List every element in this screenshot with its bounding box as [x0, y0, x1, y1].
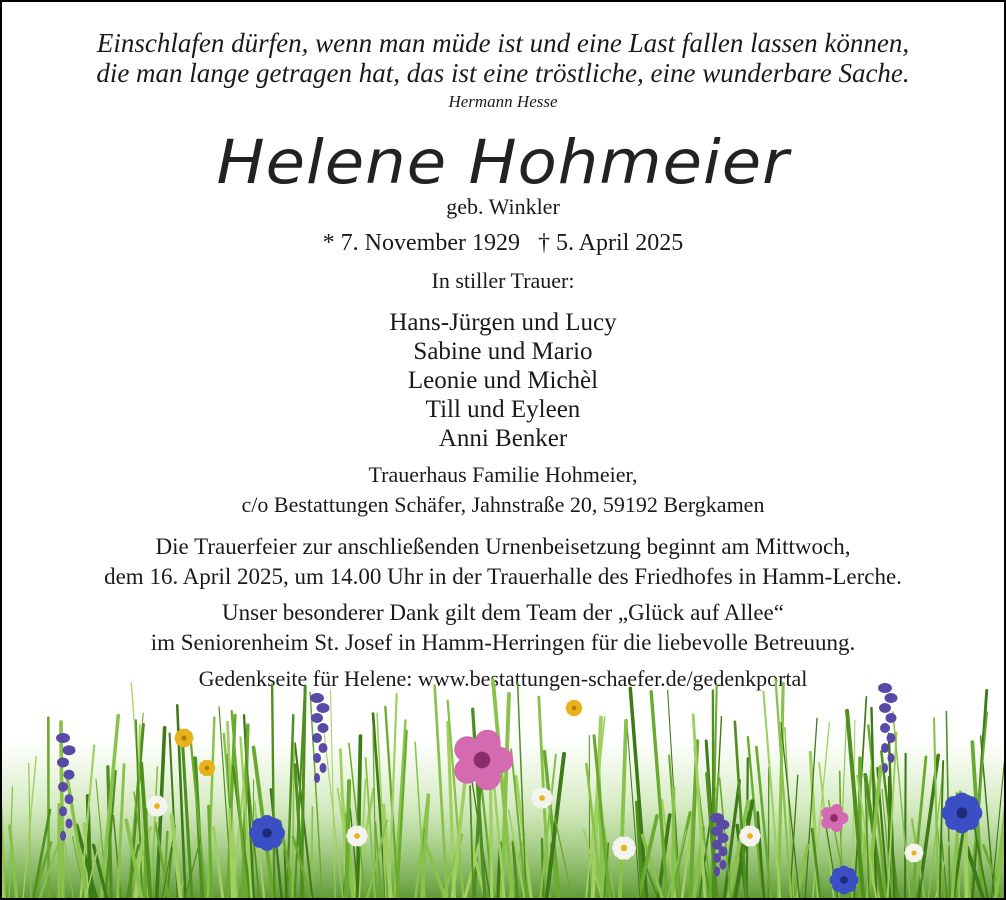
thanks-notice — [2, 598, 1004, 658]
dandelion-flower — [199, 760, 216, 776]
daisy-flower — [346, 826, 368, 847]
cornflower — [942, 793, 983, 834]
quote-line-2: die man lange getragen hat, das ist eine tröstliche, eine wunderbare Sache. — [96, 58, 910, 88]
death-date: † 5. April 2025 — [537, 230, 684, 256]
grass-blade — [966, 830, 967, 898]
mourning-address — [2, 460, 1004, 520]
birth-date: * 7. November 1929 — [322, 230, 520, 256]
mourner: Till und Eyleen — [425, 396, 581, 423]
ceremony-line-2: dem 16. April 2025, um 14.00 Uhr in der Trauerhalle des Friedhofes in Hamm-Lerche. — [104, 564, 902, 589]
dandelion-flower — [566, 700, 583, 716]
grass-blade — [673, 788, 674, 898]
ceremony-notice — [2, 532, 1004, 592]
address-line-2: c/o Bestattungen Schäfer, Jahnstraße 20, 59192 Bergkamen — [241, 492, 765, 517]
mourner: Sabine und Mario — [413, 338, 593, 365]
mourner: Hans-Jürgen und Lucy — [389, 309, 617, 336]
mourners-list — [2, 308, 1004, 453]
memorial-page-link[interactable]: Gedenkseite für Helene: www.bestattungen-schaefer.de/gedenkportal — [198, 666, 808, 691]
thanks-line-2: im Seniorenheim St. Josef in Hamm-Herringen für die liebevolle Betreuung. — [150, 630, 856, 655]
daisy-flower — [904, 844, 923, 863]
daisy-flower — [612, 836, 636, 859]
maiden-name: geb. Winkler — [446, 194, 560, 219]
dandelion-flower — [174, 729, 193, 748]
grass-blade — [491, 778, 492, 898]
quote-line-1: Einschlafen dürfen, wenn man müde ist und eine Last fallen lassen können, — [96, 28, 910, 58]
life-dates — [2, 230, 1004, 257]
cornflower — [249, 815, 285, 851]
mourner: Anni Benker — [438, 425, 568, 452]
daisy-flower — [739, 826, 761, 847]
quote — [2, 28, 1004, 88]
address-line-1: Trauerhaus Familie Hohmeier, — [368, 462, 638, 487]
quote-author: Hermann Hesse — [448, 92, 558, 111]
daisy-flower — [531, 788, 553, 809]
wildflower-meadow-image — [2, 678, 1004, 898]
mourner: Leonie und Michèl — [407, 367, 599, 394]
grass-blade — [905, 754, 906, 898]
mourning-heading: In stiller Trauer: — [431, 268, 575, 293]
thanks-line-1: Unser besonderer Dank gilt dem Team der „Glück auf Allee“ — [222, 600, 784, 625]
ceremony-line-1: Die Trauerfeier zur anschließenden Urnenbeisetzung beginnt am Mittwoch, — [155, 534, 851, 559]
deceased-name: Helene Hohmeier — [216, 127, 790, 199]
cornflower — [830, 866, 859, 895]
daisy-flower — [146, 796, 168, 817]
